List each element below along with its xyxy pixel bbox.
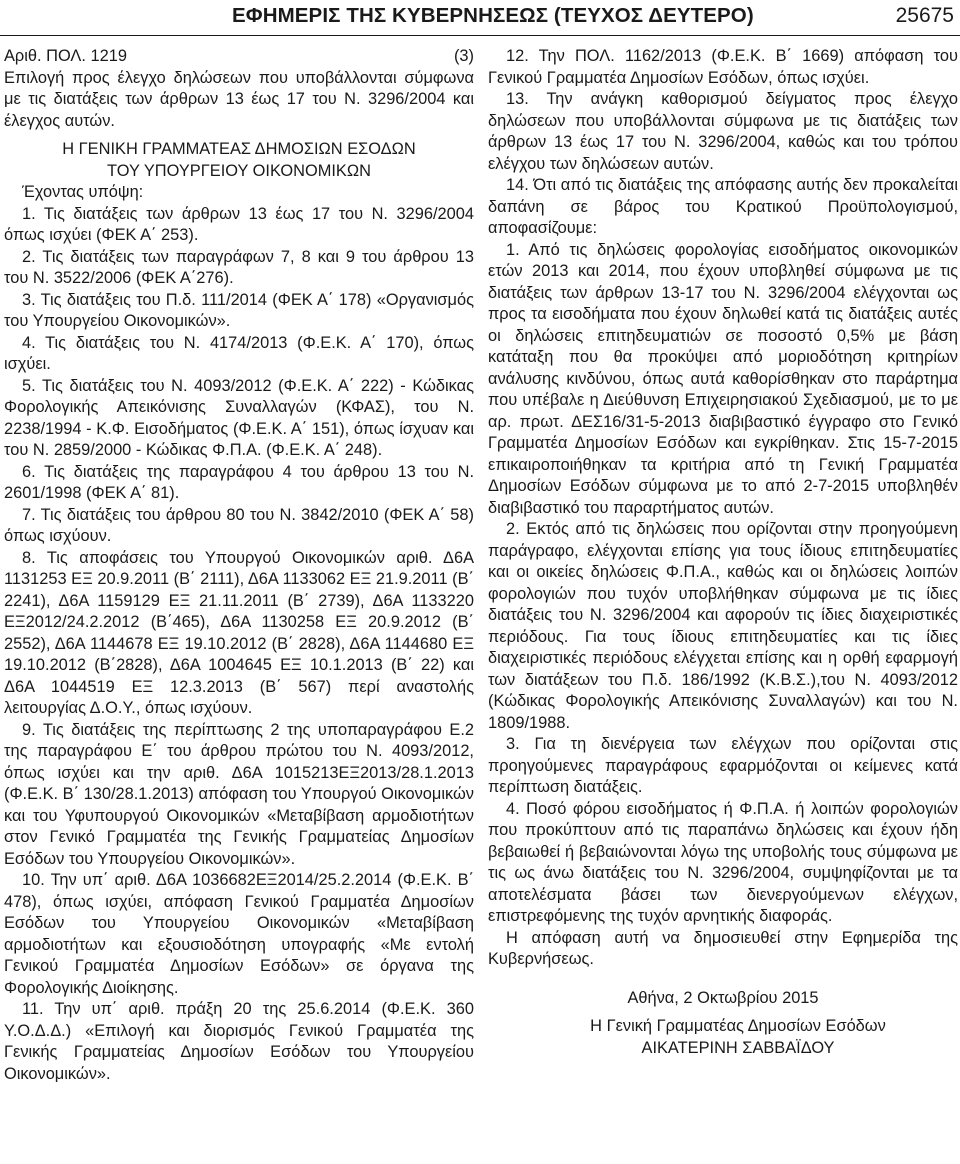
authority-line-1: Η ΓΕΝΙΚΗ ΓΡΑΜΜΑΤΕΑΣ ΔΗΜΟΣΙΩΝ ΕΣΟΔΩΝ (62, 140, 416, 158)
recital-7: 7. Τις διατάξεις του άρθρου 80 του Ν. 3842/2010 (ΦΕΚ Α΄ 58) όπως ισχύουν. (4, 505, 474, 545)
decision-ordinal: (3) (453, 47, 474, 65)
article-4: 4. Ποσό φόρου εισοδήματος ή Φ.Π.Α. ή λοιπών φορολογιών που προκύπτουν από τις παραπάνω δηλώσεις και έχουν ήδη βεβαιωθεί ή βεβαιώνονται λόγω της υποβολής τους σύμφωνα με τις ως άνω διατάξεις του Ν. 3296/2004, συμψηφίζονται με τα αποτελέσματα βάσει των διενεργούμενων ελέγχων, επιστρεφόμενης της τυχόν αρνητικής διαφοράς. (488, 799, 958, 925)
recital-12: 12. Την ΠΟΛ. 1162/2013 (Φ.Ε.Κ. Β΄ 1669) απόφαση του Γενικού Γραμματέα Δημοσίων Εσόδων, όπως ισχύει. (488, 47, 958, 87)
recital-10: 10. Την υπ΄ αριθ. Δ6Α 1036682ΕΞ2014/25.2.2014 (Φ.Ε.Κ. Β΄ 478), όπως ισχύει, απόφαση Γενικού Γραμματέα Δημοσίων Εσόδων του Υπουργείου Οικονομικών «Μεταβίβαση αρμοδιοτήτων και εξουσιοδότηση υπογραφής «Με εντολή Γενικού Γραμματέα Δημοσίων Εσόδων» σε όργανα της Φορολογικής Διοίκησης. (4, 871, 474, 997)
recital-14: 14. Ότι από τις διατάξεις της απόφασης αυτής δεν προκαλείται δαπάνη σε βάρος του Κρατικού Προϋπολογισμού, αποφασίζουμε: (488, 176, 958, 237)
article-1: 1. Από τις δηλώσεις φορολογίας εισοδήματος οικονομικών ετών 2013 και 2014, που έχουν υποβληθεί σύμφωνα με τις διατάξεις των άρθρων 13-17 του Ν. 3296/2004 ελέγχονται ως προς τα εισοδήματα που έχουν δηλωθεί κατά τις διατάξεις αυτές οι δηλώσεις επιτηδευματιών σε ποσοστό 0,5% με βάση κατάταξη που θα προκύψει από μοριοδότηση κριτηρίων ανάλυσης κινδύνου, όπως αυτά καθορίσθηκαν στο παράρτημα που υπέβαλε η Διεύθυνση Επιχειρησιακού Σχεδιασμού, με το με αρ. πρωτ. ΔΕΣ16/31-5-2013 διαβιβαστικό έγγραφο στο Γενικό Γραμματέα Δημοσίων Εσόδων και εγκρίθηκαν. Στις 15-7-2015 επικαιροποιήθηκαν τα κριτήρια από τη Γενική Γραμματέα Δημοσίων Εσόδων σύμφωνα με το από 2-7-2015 υποβληθέν διαβιβαστικό του παραρτήματος αυτών. (488, 240, 958, 517)
left-column (4, 46, 474, 1085)
signatory-name: ΑΙΚΑΤΕΡΙΝΗ ΣΑΒΒΑΪΔΟΥ (641, 1038, 835, 1057)
article-3: 3. Για τη διενέργεια των ελέγχων που ορίζονται στις προηγούμενες παραγράφους εφαρμόζονται οι κείμενες κατά περίπτωση διατάξεις. (488, 735, 958, 796)
recital-1: 1. Τις διατάξεις των άρθρων 13 έως 17 του Ν. 3296/2004 όπως ισχύει (ΦΕΚ Α΄ 253). (4, 204, 474, 244)
recital-5: 5. Τις διατάξεις του Ν. 4093/2012 (Φ.Ε.Κ. Α΄ 222) - Κώδικας Φορολογικής Απεικόνισης Συναλλαγών (ΚΦΑΣ), του Ν. 2238/1994 - Κ.Φ. Εισοδήματος (Φ.Ε.Κ. Α΄ 151), όπως ίσχυαν και του Ν. 2859/2000 - Κώδικας Φ.Π.Α. (Φ.Ε.Κ. Α΄ 248). (4, 376, 474, 459)
recital-6: 6. Τις διατάξεις της παραγράφου 4 του άρθρου 13 του Ν. 2601/1998 (ΦΕΚ Α΄ 81). (4, 462, 474, 502)
publication-note: Η απόφαση αυτή να δημοσιευθεί στην Εφημερίδα της Κυβερνήσεως. (488, 928, 958, 968)
recital-8: 8. Τις αποφάσεις του Υπουργού Οικονομικών αριθ. Δ6Α 1131253 ΕΞ 20.9.2011 (Β΄ 2111), Δ6Α 1133062 ΕΞ 21.9.2011 (Β΄ 2241), Δ6Α 1159129 ΕΞ 21.11.2011 (Β΄ 2739), Δ6Α 1133220 ΕΞ2012/24.2.2012 (Β΄465), Δ6Α 1130258 ΕΞ 20.9.2012 (Β΄ 2552), Δ6Α 1144678 ΕΞ 19.10.2012 (Β΄ 2828), Δ6Α 1144680 ΕΞ 19.10.2012 (Β΄2828), Δ6Α 1004645 ΕΞ 10.1.2013 (Β΄ 22) και Δ6Α 1044519 ΕΞ 12.3.2013 (Β΄ 567) περί αναστολής λειτουργίας Δ.Ο.Υ., όπως ισχύουν. (4, 548, 474, 717)
recital-4: 4. Τις διατάξεις του Ν. 4174/2013 (Φ.Ε.Κ. Α΄ 170), όπως ισχύει. (4, 333, 474, 373)
authority-line-2: ΤΟΥ ΥΠΟΥΡΓΕΙΟΥ ΟΙΚΟΝΟΜΙΚΩΝ (107, 161, 371, 180)
page-number: 25675 (895, 4, 954, 27)
decision-heading (4, 46, 474, 68)
right-column (488, 46, 958, 1059)
recital-13: 13. Την ανάγκη καθορισμού δείγματος προς έλεγχο δηλώσεων που υποβάλλονται σύμφωνα με τις διατάξεις των άρθρων 13 έως 17 του Ν. 3296/2004, καθώς και του τρόπου ελέγχου των δηλώσεων αυτών. (488, 90, 958, 173)
signatory-role: Η Γενική Γραμματέας Δημοσίων Εσόδων (590, 1017, 886, 1035)
considering-label: Έχοντας υπόψη: (22, 183, 144, 201)
header-divider (0, 35, 960, 36)
recital-3: 3. Τις διατάξεις του Π.δ. 111/2014 (ΦΕΚ Α΄ 178) «Οργανισμός του Υπουργείου Οικονομικών». (4, 290, 474, 330)
gazette-title: ΕΦΗΜΕΡΙΣ ΤΗΣ ΚΥΒΕΡΝΗΣΕΩΣ (ΤΕΥΧΟΣ ΔΕΥΤΕΡΟ) (232, 4, 754, 27)
decision-subject: Επιλογή προς έλεγχο δηλώσεων που υποβάλλονται σύμφωνα με τις διατάξεις των άρθρων 13 έως 17 του Ν. 3296/2004 και έλεγχος αυτών. (4, 68, 474, 130)
article-2: 2. Εκτός από τις δηλώσεις που ορίζονται στην προηγούμενη παράγραφο, ελέγχονται επίσης για τους ίδιους επιτηδευματίες και οι οικείες δηλώσεις Φ.Π.Α., καθώς και οι δηλώσεις λοιπών φορολογιών που τυχόν υποβλήθηκαν σύμφωνα με τις ίδιες διατάξεις του Ν. 3296/2004 και αφορούν τις ίδιες διαχειριστικές περιόδους. Για τους ίδιους επιτηδευματίες και τις ίδιες διαχειριστικές περιόδους ελέγχεται επίσης και η ορθή εφαρμογή των διατάξεων του Π.δ. 186/1992 (Κ.Β.Σ.),του Ν. 4093/2012 (Κώδικας Φορολογικής Απεικόνισης Συναλλαγών) και του Ν. 1809/1988. (488, 520, 958, 732)
recital-2: 2. Τις διατάξεις των παραγράφων 7, 8 και 9 του άρθρου 13 του Ν. 3522/2006 (ΦΕΚ Α΄276). (4, 247, 474, 287)
decision-number: Αριθ. ΠΟΛ. 1219 (4, 47, 127, 65)
running-header (0, 4, 960, 32)
recital-9: 9. Τις διατάξεις της περίπτωσης 2 της υποπαραγράφου Ε.2 της παραγράφου Ε΄ του άρθρου πρώτου του Ν. 4093/2012, όπως ισχύει και την αριθ. Δ6Α 1015213ΕΞ2013/28.1.2013 (Φ.Ε.Κ. Β΄ 130/28.1.2013) απόφαση του Υπουργού Οικονομικών και του Υφυπουργού Οικονομικών «Μεταβίβαση αρμοδιοτήτων στον Γενικό Γραμματέα της Γενικής Γραμματείας Δημοσίων Εσόδων του Υπουργείου Οικονομικών». (4, 720, 474, 868)
signature-date: Αθήνα, 2 Οκτωβρίου 2015 (627, 988, 819, 1007)
recital-11: 11. Την υπ΄ αριθ. πράξη 20 της 25.6.2014 (Φ.Ε.Κ. 360 Υ.Ο.Δ.Δ.) «Επιλογή και διορισμός Γενικού Γραμματέα της Γενικής Γραμματείας Δημοσίων Εσόδων του Υπουργείου Οικονομικών». (4, 1000, 474, 1083)
